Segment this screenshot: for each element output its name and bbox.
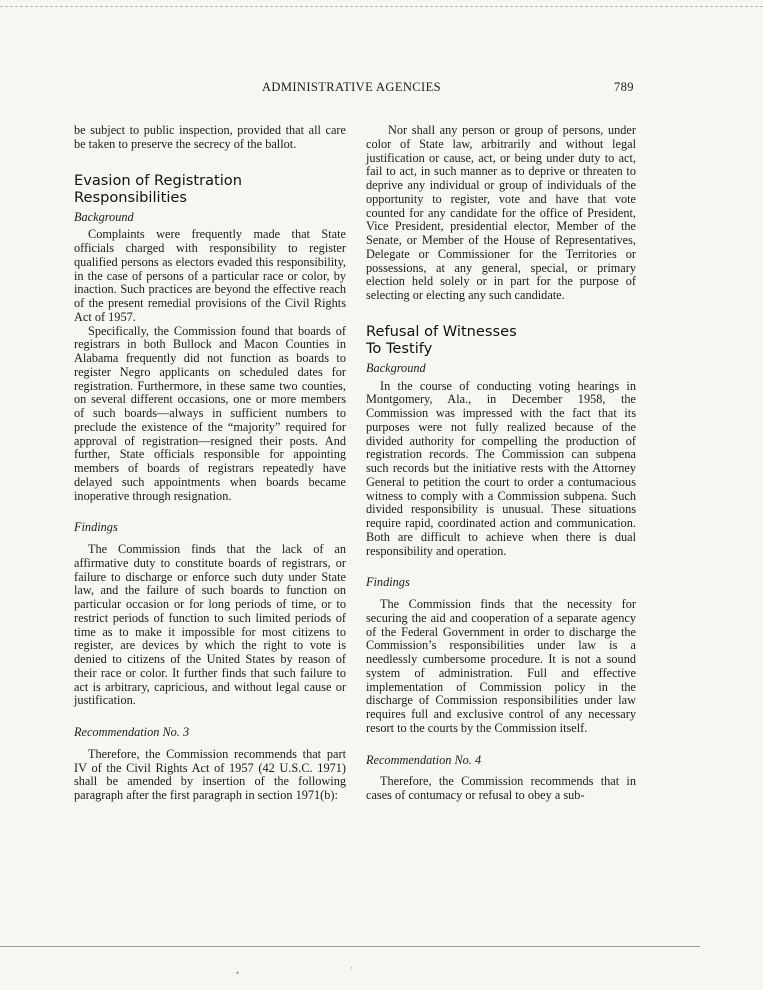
section-heading-refusal xyxy=(366,323,636,357)
recommendation-paragraph: Therefore, the Commission recommends that in cases of contumacy or refusal to obey a sub- xyxy=(366,774,636,802)
running-title: ADMINISTRATIVE AGENCIES xyxy=(262,80,441,94)
section-heading-line2: To Testify xyxy=(366,339,433,357)
scan-speck: • xyxy=(236,968,240,978)
section-heading-line1: Refusal of Witnesses xyxy=(366,322,517,340)
bottom-scan-edge xyxy=(0,946,700,947)
intro-paragraph: be subject to public inspection, provided that all care be taken to preserve the secrecy of the ballot. xyxy=(74,123,346,151)
background-paragraph-2: Specifically, the Commission found that boards of registrars in both Bullock and Macon Counties in Alabama frequently did not function as boards to register Negro applicants on scheduled dates for registration. Furthermore, in these same two counties, on several different occasions, one or more members of such boards—always in sufficient numbers to preclude the existence of the “majority” required for approval of registration—resigned their posts. And further, State officials responsible for appointing members of boards of registrars repeatedly have delayed such appointments when boards became inoperative through resignation. xyxy=(74,323,346,503)
section-heading-line1: Evasion of Registration xyxy=(74,171,242,189)
recommendation-label: Recommendation No. 4 xyxy=(366,752,482,767)
background-label: Background xyxy=(366,360,426,375)
background-paragraph-1: In the course of conducting voting hearings in Montgomery, Ala., in December 1958, the Commission was impressed with the fact that its purposes were not fully realized because of the divided authority for compelling the production of registration records. The Commission can subpena such records but the initiative rests with the Attorney General to petition the court to order a contumacious witness to comply with a Commission subpena. Such divided responsibility is unusual. These situations require rapid, coordinated action and communication. Both are difficult to achieve when there is dual responsibility and operation. xyxy=(366,378,636,558)
background-label: Background xyxy=(74,209,134,224)
quoted-amendment-paragraph: Nor shall any person or group of persons, under color of State law, arbitrarily and without legal justification or cause, act, or being under duty to act, fail to act, in such manner as to deprive or threaten to deprive any individual or group of individuals of the opportunity to register, vote and have that vote counted for any candidate for the office of President, Vice President, presidential elector, Member of the Senate, or Member of the House of Representatives, Delegate or Commissioner for the Territories or possessions, at any general, special, or primary election held solely or in part for the purpose of selecting or electing any such candidate. xyxy=(366,123,636,302)
background-paragraph-1: Complaints were frequently made that State officials charged with responsibility to register qualified persons as electors evaded this responsibility, in the case of persons of a particular race or color, by inaction. Such practices are beyond the effective reach of the present remedial provisions of the Civil Rights Act of 1957. xyxy=(74,227,346,324)
findings-label: Findings xyxy=(74,520,118,535)
left-column xyxy=(74,124,346,803)
section-heading-evasion xyxy=(74,172,346,206)
findings-label: Findings xyxy=(366,575,410,590)
page-number: 789 xyxy=(614,80,634,94)
top-scan-edge xyxy=(0,6,763,7)
findings-paragraph: The Commission finds that the necessity for securing the aid and cooperation of a separate agency of the Federal Government in order to discharge the Commission’s responsibilities under law is a needlessly cumbersome procedure. It is not a sound system of administration. Full and effective implementation of Commission policy in the discharge of Commission responsibilities under law requires full and exclusive control of any necessary resort to the courts by the Commission itself. xyxy=(366,597,636,735)
findings-paragraph: The Commission finds that the lack of an affirmative duty to constitute boards of registrars, or failure to discharge or enforce such duty under State law, and the failure of such boards to function on particular occasion or for long periods of time, or to restrict periods of function to such limited periods of time as to make it impossible for most citizens to register, are devices by which the right to vote is denied to citizens of the United States by reason of their race or color. It further finds that such failure to act is arbitrary, capricious, and without legal cause or justification. xyxy=(74,542,346,708)
right-column xyxy=(366,124,636,803)
recommendation-paragraph: Therefore, the Commission recommends that part IV of the Civil Rights Act of 1957 (42 U.S.C. 1971) shall be amended by insertion of the following paragraph after the first paragraph in section 1971(b): xyxy=(74,746,346,802)
recommendation-label: Recommendation No. 3 xyxy=(74,725,190,739)
scan-speck: · xyxy=(350,963,353,973)
section-heading-line2: Responsibilities xyxy=(74,188,187,206)
